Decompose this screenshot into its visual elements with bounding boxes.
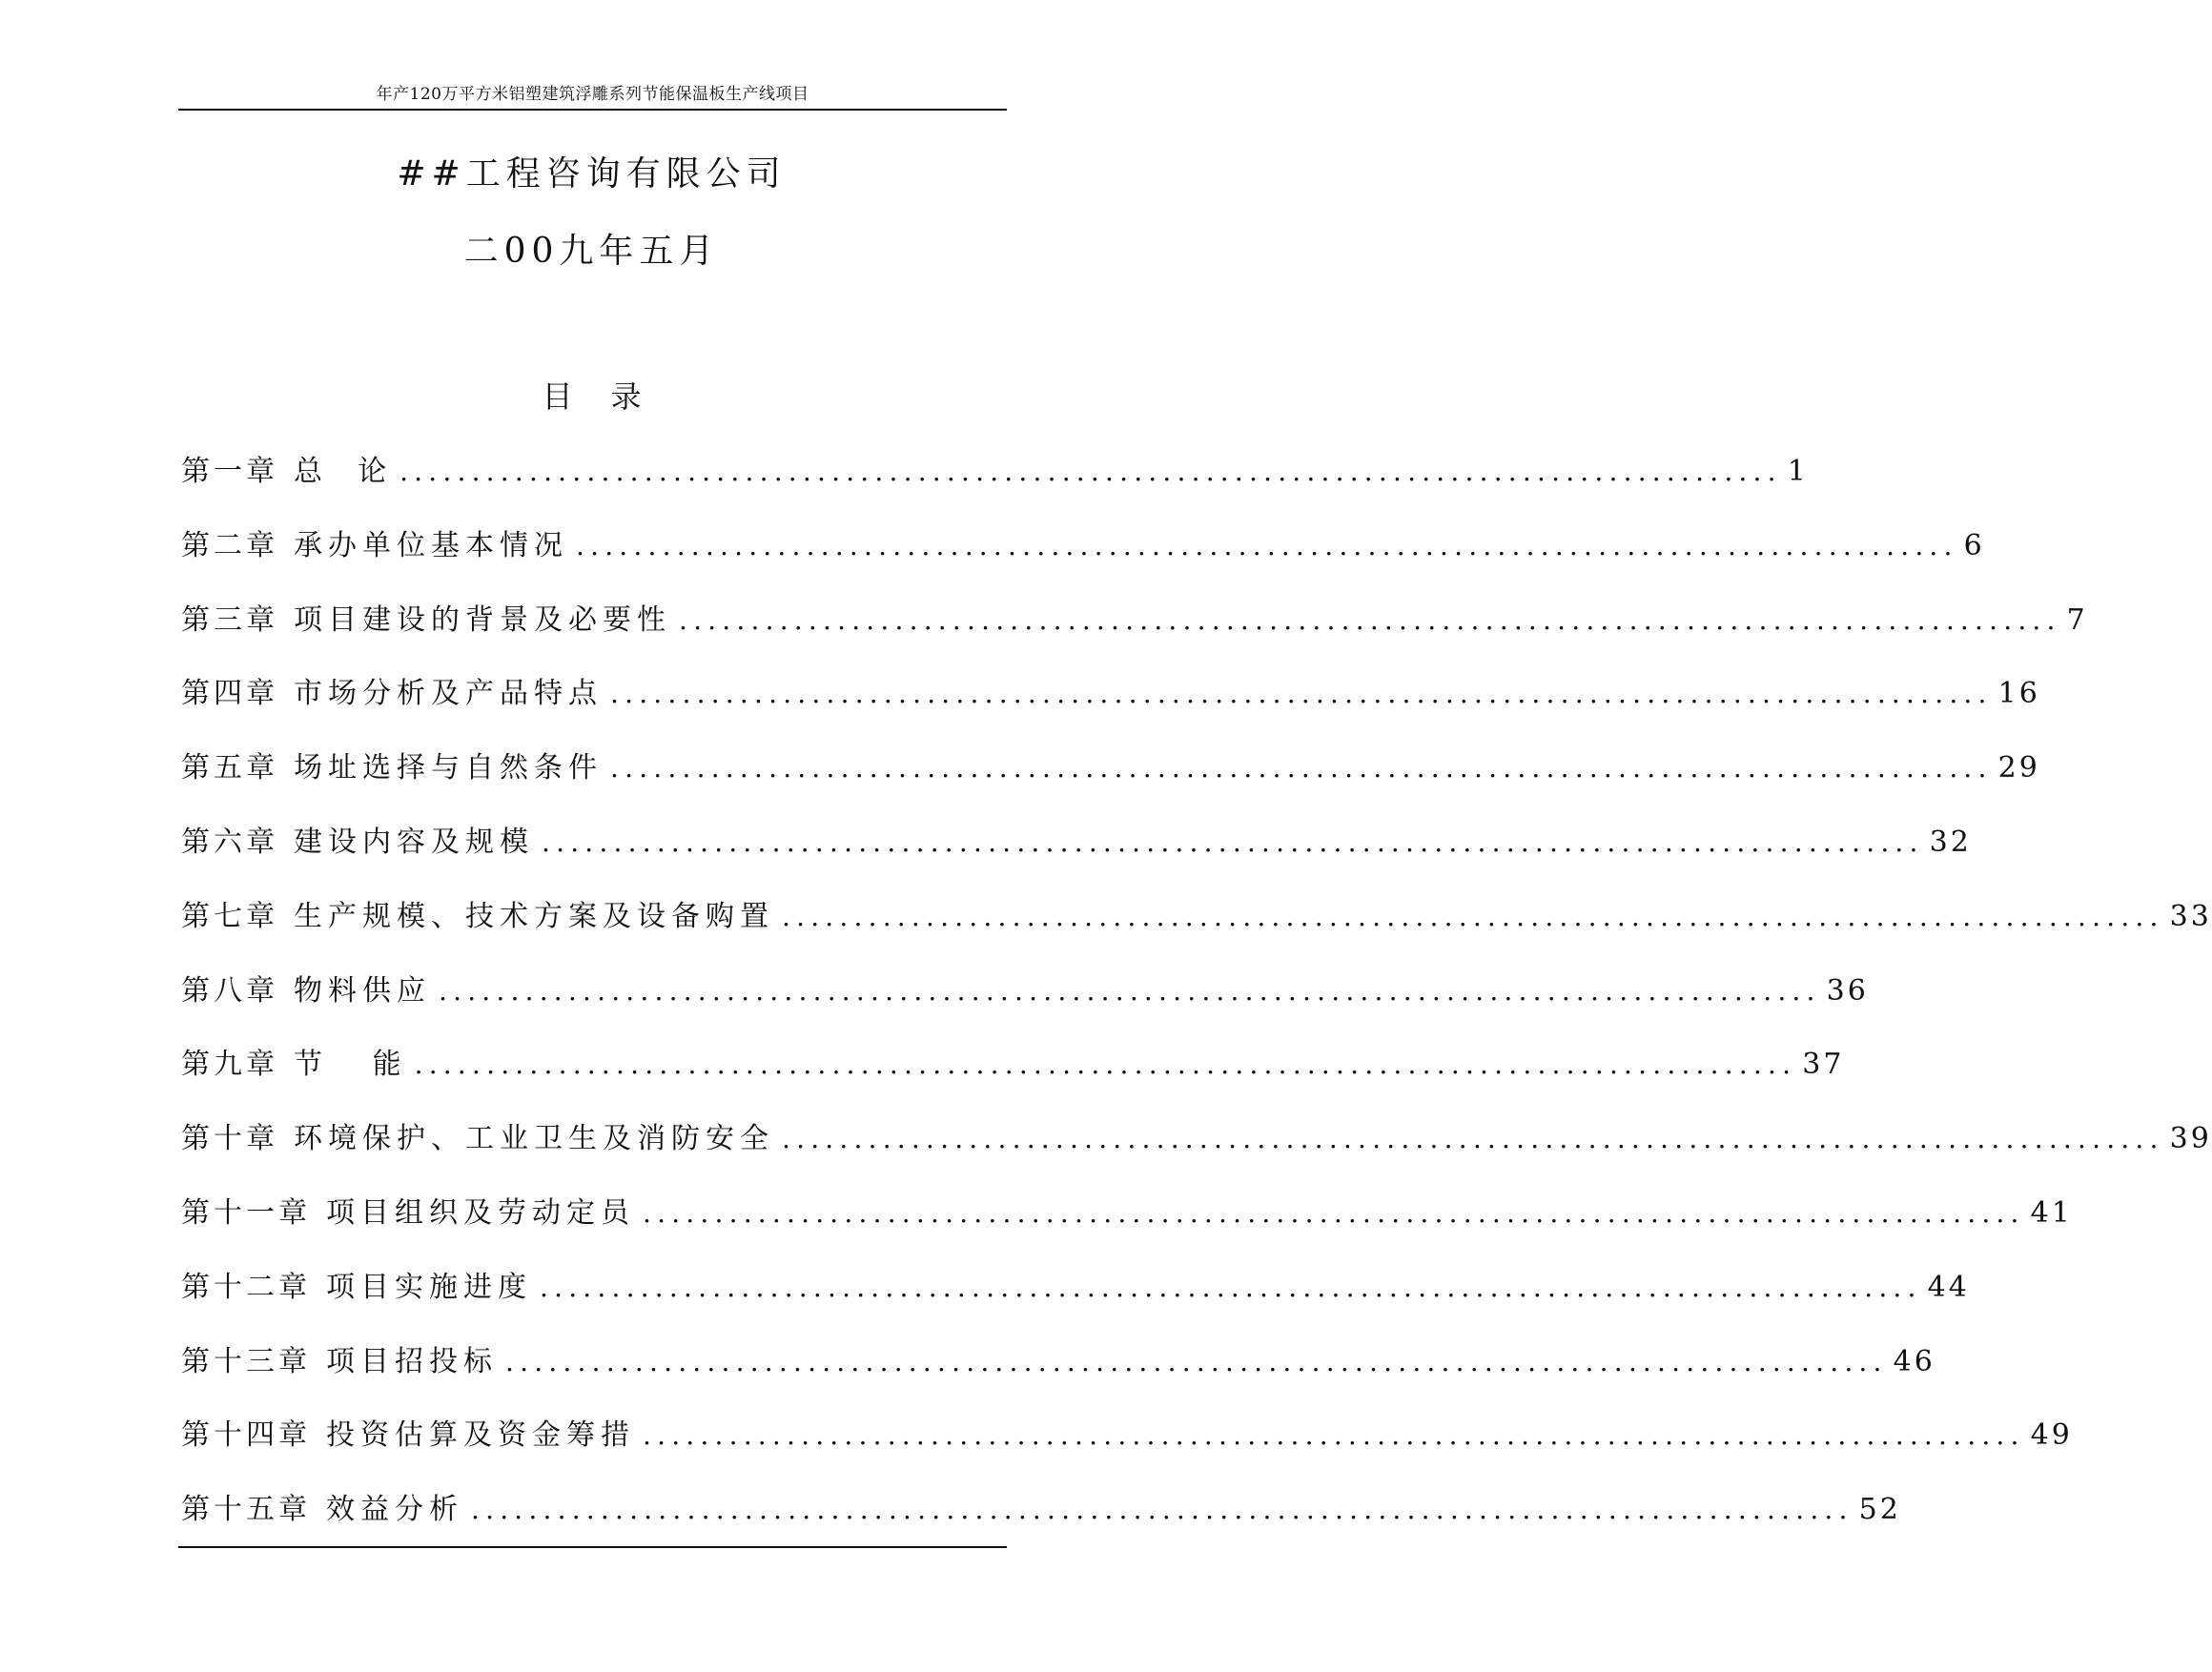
toc-page-number: 29: [1997, 751, 2040, 785]
toc-entry[interactable]: [181, 450, 1809, 524]
toc-entry[interactable]: [181, 1488, 1901, 1562]
toc-heading: 场址选择与自然条件: [294, 751, 603, 785]
toc-page-number: 33: [2169, 899, 2212, 933]
toc-page-number: 41: [2030, 1195, 2073, 1230]
toc-entry[interactable]: [181, 821, 1972, 895]
toc-heading: 承办单位基本情况: [294, 528, 568, 562]
company-name: ##工程咨询有限公司: [397, 154, 787, 194]
toc-title: [0, 374, 1183, 419]
toc-leader-dots: ................................................................................................: [576, 529, 1958, 561]
toc-heading: 总 论: [294, 455, 393, 488]
toc-page-number: 49: [2030, 1418, 2073, 1453]
toc-leader-dots: ................................................................................................: [782, 900, 2164, 932]
toc-page-number: 39: [2169, 1122, 2212, 1156]
toc-chapter: 第三章: [181, 602, 278, 637]
toc-leader-dots: ................................................................................................: [643, 1419, 2025, 1452]
toc-chapter: 第八章: [181, 973, 278, 1008]
toc-entry[interactable]: [181, 746, 2040, 821]
toc-page-number: 16: [1997, 677, 2040, 711]
toc-heading: 项目招投标: [326, 1344, 498, 1378]
toc-entry[interactable]: [181, 524, 1985, 599]
table-of-contents: [181, 450, 2212, 1562]
toc-chapter: 第二章: [181, 528, 278, 562]
toc-leader-dots: ................................................................................................: [439, 974, 1821, 1007]
toc-leader-dots: ................................................................................................: [643, 1196, 2025, 1229]
toc-heading: 项目实施进度: [326, 1270, 532, 1304]
toc-chapter: 第七章: [181, 899, 278, 933]
toc-chapter: 第十二章: [181, 1270, 311, 1304]
running-header: [178, 80, 1007, 111]
toc-leader-dots: ................................................................................................: [414, 1049, 1797, 1081]
toc-chapter: 第十三章: [181, 1344, 311, 1378]
toc-entry[interactable]: [181, 599, 2088, 673]
toc-chapter: 第六章: [181, 825, 278, 859]
toc-chapter: 第十四章: [181, 1418, 311, 1453]
running-header-title: 年产120万平方米铝塑建筑浮雕系列节能保温板生产线项目: [376, 85, 809, 104]
toc-page-number: 46: [1893, 1344, 1936, 1378]
toc-heading: 项目建设的背景及必要性: [294, 602, 671, 637]
toc-leader-dots: ................................................................................................: [679, 603, 2061, 636]
toc-entry[interactable]: [181, 969, 1869, 1044]
toc-entry[interactable]: [181, 1192, 2073, 1266]
toc-leader-dots: ................................................................................................: [542, 826, 1924, 858]
toc-leader-dots: ................................................................................................: [610, 752, 1993, 785]
toc-chapter: 第十章: [181, 1122, 278, 1156]
toc-heading: 效益分析: [326, 1493, 463, 1527]
toc-heading: 节 能: [294, 1048, 407, 1082]
toc-page-number: 6: [1963, 528, 1985, 562]
toc-leader-dots: ................................................................................................: [540, 1271, 1922, 1303]
toc-chapter: 第九章: [181, 1048, 278, 1082]
toc-title-left: 目: [542, 378, 573, 415]
toc-page-number: 44: [1927, 1270, 1970, 1304]
toc-chapter: 第一章: [181, 455, 278, 488]
toc-heading: 生产规模、技术方案及设备购置: [294, 899, 774, 933]
toc-page-number: 7: [2066, 602, 2088, 637]
toc-chapter: 第四章: [181, 677, 278, 711]
toc-entry[interactable]: [181, 1340, 1936, 1415]
toc-leader-dots: ................................................................................................: [399, 456, 1782, 487]
toc-entry[interactable]: [181, 895, 2212, 969]
toc-chapter: 第十五章: [181, 1493, 311, 1527]
toc-page-number: 32: [1929, 825, 1972, 859]
toc-heading: 建设内容及规模: [294, 825, 534, 859]
toc-entry[interactable]: [181, 1043, 1845, 1117]
toc-leader-dots: ................................................................................................: [782, 1123, 2164, 1155]
toc-heading: 物料供应: [294, 973, 431, 1008]
document-date: 二00九年五月: [463, 232, 720, 271]
toc-entry[interactable]: [181, 1117, 2212, 1192]
toc-page-number: 1: [1787, 455, 1809, 488]
toc-heading: 市场分析及产品特点: [294, 677, 603, 711]
toc-entry[interactable]: [181, 1266, 1970, 1340]
toc-heading: 环境保护、工业卫生及消防安全: [294, 1122, 774, 1156]
toc-chapter: 第十一章: [181, 1195, 311, 1230]
footer-rule: [178, 1546, 1007, 1548]
toc-entry[interactable]: [181, 672, 2040, 746]
toc-leader-dots: ................................................................................................: [505, 1345, 1888, 1377]
toc-chapter: 第五章: [181, 751, 278, 785]
toc-title-right: 录: [610, 378, 642, 415]
toc-page-number: 52: [1858, 1493, 1901, 1527]
toc-entry[interactable]: [181, 1414, 2073, 1488]
toc-leader-dots: ................................................................................................: [610, 678, 1993, 710]
toc-heading: 投资估算及资金筹措: [326, 1418, 635, 1453]
toc-page-number: 36: [1826, 973, 1869, 1008]
toc-leader-dots: ................................................................................................: [471, 1494, 1854, 1526]
toc-page-number: 37: [1802, 1048, 1845, 1082]
toc-heading: 项目组织及劳动定员: [326, 1195, 635, 1230]
